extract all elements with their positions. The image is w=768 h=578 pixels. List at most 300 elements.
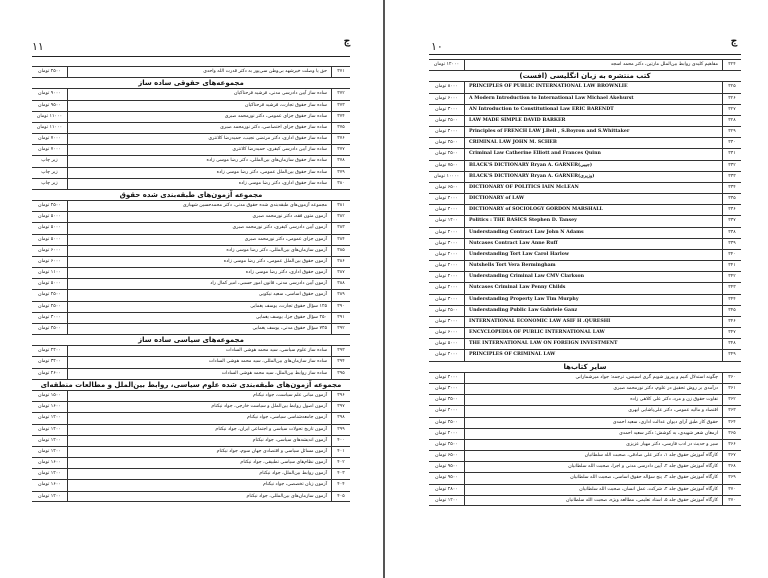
table-row: [32, 278, 350, 289]
title-cell: ساده ساز حقوق جزای اختصاصی، دکتر نورمحمد صبری: [220, 124, 327, 130]
row-number-cell: ۳۳۵: [722, 194, 741, 204]
title-cell: درآمدی بر روش تحقیق در علوم، دکتر نورمحمد صبری: [613, 385, 718, 391]
table-row: [429, 349, 741, 360]
title-cell: BLACK'S DICTIONARY Bryan A. GARNER(جیبی): [469, 162, 593, 168]
table-row: [429, 316, 741, 327]
publisher-logo-icon: ج: [343, 36, 351, 47]
table-row: [32, 323, 350, 334]
row-number-cell: ۳۷۵: [331, 123, 350, 133]
price-cell: ۴۵۰۰ تومان: [429, 440, 465, 450]
row-number-cell: ۳۲۷: [722, 105, 741, 115]
price-cell: ۸۰۰۰ تومان: [429, 82, 465, 92]
title-cell: AN Introduction to Constitutional Law ERIC BARENDT: [469, 106, 614, 112]
title-cell: آزمون زبان تخصصی، جواد نیکنام: [263, 482, 327, 488]
price-cell: ۳۵۰۰ تومان: [429, 395, 465, 405]
section-header: [429, 70, 741, 81]
right-page: [385, 0, 768, 578]
row-number-cell: ۳۷۰: [722, 496, 741, 505]
table-row: [32, 144, 350, 155]
table-row: [429, 450, 741, 461]
title-cell: مفاهیم کلیدی روابط بین‌الملل مارتین، دکتر محمد اسجد: [610, 62, 718, 67]
price-cell: ۱۶۰۰ تومان: [32, 458, 68, 468]
price-cell: ۳۰۰۰ تومان: [429, 295, 465, 305]
title-cell: مجموعه آزمون‌های طبقه‌بندی شده حقوق مدنی، دکتر محمدحسین شهبازی: [182, 203, 327, 209]
title-cell: LAW MADE SIMPLE DAVID BARKER: [469, 117, 566, 123]
row-number-cell: ۳۴۰: [722, 250, 741, 260]
table-row: [32, 446, 350, 457]
title-cell: CRIMINAL LAW JOHN M. SCHEB: [469, 140, 557, 146]
title-cell: ساده ساز روابط بین‌الملل، سید محمد هوشی السادات: [221, 370, 327, 376]
row-number-cell: ۳۶۷: [722, 451, 741, 461]
price-cell: ۲۴۰۰ تومان: [32, 346, 68, 356]
price-cell: ۳۴۰۰ تومان: [32, 357, 68, 367]
row-number-cell: ۳۹۱: [331, 313, 350, 323]
title-cell: Understanding Contract Law John N Adams: [469, 229, 584, 235]
title-cell: کارگاه آموزش حقوق جلد ۵، استاد تعلیمی، مطالعه ویژه، صحبت الله سلطانیان: [565, 497, 718, 503]
price-cell: ۷۰۰۰ تومان: [32, 134, 68, 144]
title-cell: ساده ساز حقوق اداری، دکتر مرتضی نجیب، حمیدرضا کلانتری: [208, 136, 327, 142]
title-cell: حق یا وصلت خیرشهد بی‌وطن سی‌پور به دکتر قدرت الله واحدی: [203, 69, 327, 74]
title-cell: Nutcases Contract Law Anne Ruff: [469, 240, 558, 246]
price-list-table: [429, 59, 741, 506]
table-row: [429, 294, 741, 305]
row-number-cell: ۳۳۱: [722, 149, 741, 159]
title-cell: چگونه استدلال کنیم و پیروز شویم گری اسپنس، ترجمه: جواد میرشمارانی: [575, 374, 718, 380]
row-number-cell: ۳۷۷: [331, 145, 350, 155]
price-cell: ۳۰۰۰ تومان: [429, 105, 465, 115]
table-row: [429, 372, 741, 383]
row-number-cell: ۳۴۷: [722, 328, 741, 338]
price-cell: زیر چاپ: [32, 168, 68, 178]
title-cell: ENCYCLOPEDIA OF PUBLIC INTERNATIONAL LAW: [469, 330, 605, 336]
table-row: [32, 457, 350, 468]
row-number-cell: ۳۹۸: [331, 413, 350, 423]
row-number-cell: ۳۹۵: [331, 369, 350, 379]
title-cell: DICTIONARY OF POLITICS IAIN McLEAN: [469, 184, 579, 190]
row-number-cell: ۳۴۶: [722, 317, 741, 327]
row-number-cell: ۴۰۵: [331, 492, 350, 501]
price-cell: ۱۰۰۰۰ تومان: [429, 172, 465, 182]
row-number-cell: ۳۸۳: [331, 223, 350, 233]
price-cell: ۴۵۰۰ تومان: [32, 324, 68, 334]
title-cell: Nutcases Criminal Law Penny Childs: [469, 285, 566, 291]
price-cell: ۱۶۰۰ تومان: [32, 480, 68, 490]
price-cell: ۱۴۰۰ تومان: [32, 425, 68, 435]
table-row: [429, 171, 741, 182]
table-row: [429, 383, 741, 394]
left-page: [0, 0, 383, 578]
table-row: [429, 249, 741, 260]
title-cell: آزمون آیین دادرسی کیفری، دکتر نورمحمد صبری: [232, 225, 327, 231]
price-cell: ۲۰۰۰ تومان: [429, 283, 465, 293]
table-row: [32, 401, 350, 412]
price-cell: زیر چاپ: [32, 179, 68, 189]
price-cell: ۶۰۰۰ تومان: [32, 257, 68, 267]
table-row: [32, 424, 350, 435]
title-cell: ساده ساز حقوق اداری، دکتر رضا موسی زاده: [238, 180, 327, 186]
section-title: کتب منتشره به زبان انگلیسی (افست): [519, 72, 651, 81]
price-cell: ۵۰۰۰ تومان: [32, 212, 68, 222]
table-row: [429, 126, 741, 137]
row-number-cell: ۳۸۲: [331, 212, 350, 222]
title-cell: آزمون مبانی علم سیاست، جواد نیکنام: [253, 392, 327, 398]
title-cell: ساده ساز حقوق سازمان‌های بین‌المللی، دکتر رضا موسی زاده: [206, 158, 327, 164]
price-cell: ۴۵۰۰ تومان: [429, 116, 465, 126]
price-cell: ۱۲۰۰۰ تومان: [429, 60, 465, 70]
table-row: [429, 305, 741, 316]
row-number-cell: ۴۰۲: [331, 458, 350, 468]
price-cell: ۲۵۰۰ تومان: [32, 290, 68, 300]
title-cell: آزمون آیین دادرسی مدنی، قانون امور حسبی، امیر کمال راد: [210, 281, 327, 287]
row-number-cell: ۳۸۷: [331, 268, 350, 278]
price-cell: ۹۵۰۰ تومان: [429, 462, 465, 472]
price-cell: ۲۰۰۰ تومان: [429, 228, 465, 238]
table-row: [429, 227, 741, 238]
title-cell: DICTIONARY of LAW: [469, 196, 525, 202]
section-header: [32, 334, 350, 345]
table-row: [429, 215, 741, 226]
table-row: [32, 256, 350, 267]
table-row: [429, 484, 741, 495]
price-cell: ۳۰۰۰ تومان: [429, 239, 465, 249]
title-cell: آزمون مسائل سیاسی و اقتصادی جهان سوم، جواد نیکنام: [216, 448, 327, 454]
row-number-cell: ۳۶۹: [722, 473, 741, 483]
row-number-cell: ۳۸۸: [331, 279, 350, 289]
table-row: [429, 148, 741, 159]
table-row: [429, 182, 741, 193]
row-number-cell: ۳۹۰: [331, 302, 350, 312]
title-cell: A Modern Introduction to International Law Michael Akehurst: [469, 95, 634, 101]
row-number-cell: ۳۶۰: [722, 373, 741, 383]
title-cell: آزمون جامعه‌شناسی سیاسی، جواد نیکنام: [247, 415, 327, 421]
row-number-cell: ۳۹۷: [331, 402, 350, 412]
row-number-cell: ۳۲۵: [722, 82, 741, 92]
row-number-cell: ۳۶۳: [722, 406, 741, 416]
header-rule: [429, 54, 741, 55]
price-cell: ۱۲۰۰ تومان: [32, 492, 68, 501]
price-cell: ۶۰۰۰ تومان: [32, 246, 68, 256]
table-row: [429, 260, 741, 271]
price-cell: ۲۸۰۰ تومان: [429, 485, 465, 495]
table-row: [32, 122, 350, 133]
table-row: [429, 461, 741, 472]
row-number-cell: ۳۳۹: [722, 239, 741, 249]
title-cell: آزمون متون فقه، دکتر نورمحمد صبری: [252, 214, 327, 220]
row-number-cell: ۳۸۴: [331, 235, 350, 245]
title-cell: Nutshells Tort Vera Bermingham: [469, 263, 556, 269]
title-cell: کارگاه آموزش حقوق جلد ۲، آیین دادرسی مدنی و اجرا، صحبت الله سلطانیان: [568, 464, 718, 470]
table-row: [429, 394, 741, 405]
row-number-cell: ۳۶۶: [722, 440, 741, 450]
row-number-cell: ۳۴۵: [722, 306, 741, 316]
table-row: [429, 417, 741, 428]
title-cell: Understanding Property Law Tim Murphy: [469, 296, 579, 302]
price-list-table: [32, 66, 350, 502]
title-cell: Understanding Public Law Gabriele Ganz: [469, 307, 578, 313]
row-number-cell: ۳۷۴: [331, 112, 350, 122]
row-number-cell: ۳۳۴: [722, 183, 741, 193]
title-cell: آزمون تاریخ تحولات سیاسی و اجتماعی ایران، جواد نیکنام: [215, 426, 327, 432]
title-cell: ۲۵۰ سؤال حقوق جزا، یوسف یغمایی: [255, 314, 327, 320]
table-row: [429, 405, 741, 416]
price-cell: ۱۱۰۰۰ تومان: [32, 112, 68, 122]
table-row: [32, 412, 350, 423]
table-row: [429, 59, 741, 70]
row-number-cell: ۳۴۳: [722, 283, 741, 293]
title-cell: BLACK'S DICTIONARY Bryan A. GARNER(وزیری): [469, 173, 595, 179]
price-cell: ۱۲۰۰ تومان: [32, 413, 68, 423]
price-cell: زیر چاپ: [32, 156, 68, 166]
title-cell: تفاوت حقوق زن و مرد، دکتر علی کلاهی زاده: [630, 397, 718, 403]
table-row: [32, 222, 350, 233]
header-rule: [32, 56, 350, 57]
row-number-cell: ۳۳۲: [722, 161, 741, 171]
price-cell: ۱۲۰۰ تومان: [429, 496, 465, 505]
price-cell: ۱۲۰۰ تومان: [32, 447, 68, 457]
title-cell: کارگاه آموزش حقوق جلد ۳، پنج سؤاله حقوق اساسی، صحبت الله سلطانیان: [570, 475, 718, 481]
title-cell: PRINCIPLES OF PUBLIC INTERNATIONAL LAW BROWNLIE: [469, 84, 628, 90]
table-row: [32, 491, 350, 502]
price-cell: ۲۰۰۰ تومان: [429, 272, 465, 282]
title-cell: سیر و حدیث در ادب فارسی، دکتر مهیار عزیزی: [626, 441, 718, 447]
price-cell: ۲۵۰۰ تومان: [32, 67, 68, 77]
price-cell: ۴۰۰۰ تومان: [429, 194, 465, 204]
row-number-cell: ۳۲۸: [722, 116, 741, 126]
price-cell: ۵۰۰۰ تومان: [32, 223, 68, 233]
section-title: سایر کتاب‌ها: [563, 362, 607, 371]
price-cell: ۶۰۰۰ تومان: [429, 94, 465, 104]
title-cell: ۷۴۵ سؤال حقوق مدنی، یوسف یغمایی: [252, 325, 327, 331]
title-cell: آزمون حقوق بین‌الملل عمومی، دکتر رضا موسی زاده: [223, 258, 327, 264]
price-cell: ۵۰۰۰ تومان: [32, 279, 68, 289]
price-cell: ۴۰۰۰ تومان: [429, 406, 465, 416]
table-row: [429, 115, 741, 126]
table-row: [429, 472, 741, 483]
page-number: ۱۱: [32, 40, 44, 53]
table-row: [429, 204, 741, 215]
row-number-cell: ۳۷۸: [331, 156, 350, 166]
section-header: [32, 189, 350, 200]
row-number-cell: ۴۰۳: [331, 469, 350, 479]
table-row: [429, 495, 741, 506]
table-row: [429, 428, 741, 439]
table-row: [32, 468, 350, 479]
title-cell: THE INTERNATIONAL LAW ON FOREIGN INVESTMENT: [469, 341, 618, 347]
title-cell: Politics : THE BASICS Stephen D. Tansey: [469, 218, 577, 224]
table-row: [32, 200, 350, 211]
price-cell: ۵۰۰۰ تومان: [429, 339, 465, 349]
table-row: [429, 160, 741, 171]
table-row: [32, 178, 350, 189]
table-row: [429, 327, 741, 338]
table-row: [32, 301, 350, 312]
table-row: [32, 211, 350, 222]
section-title: مجموعه آزمون‌های طبقه‌بندی شده حقوق: [119, 190, 263, 199]
price-cell: ۱۱۰۰ تومان: [32, 268, 68, 278]
title-cell: آزمون روابط بین‌الملل، جواد نیکنام: [259, 471, 327, 477]
price-cell: ۹۵۰۰ تومان: [32, 101, 68, 111]
price-cell: ۳۰۰۰ تومان: [429, 317, 465, 327]
title-cell: DICTIONARY of SOCIOLOGY GORDON MARSHALL: [469, 207, 603, 213]
section-header: [429, 361, 741, 372]
price-cell: ۱۱۰۰۰ تومان: [32, 123, 68, 133]
table-row: [429, 193, 741, 204]
table-row: [429, 93, 741, 104]
table-row: [32, 245, 350, 256]
price-cell: ۶۵۰۰ تومان: [429, 451, 465, 461]
title-cell: کارگاه آموزش حقوق جلد ۱، دکتر علی صادقی، صحبت الله سلطانیان: [584, 453, 718, 459]
price-cell: ۴۰۰۰ تومان: [429, 350, 465, 360]
title-cell: آزمون سازمان‌های بین‌المللی، دکتر رضا موسی زاده: [226, 247, 327, 253]
title-cell: Understanding Criminal Law CMV Clarkson: [469, 274, 585, 280]
row-number-cell: ۳۶۵: [722, 429, 741, 439]
price-cell: ۲۵۰۰ تومان: [32, 302, 68, 312]
title-cell: ساده ساز علوم سیاسی، سید محمد هوشی السادات: [225, 348, 327, 354]
table-row: [32, 312, 350, 323]
price-cell: ۹۵۰۰ تومان: [429, 473, 465, 483]
row-number-cell: ۳۴۱: [722, 261, 741, 271]
table-row: [32, 390, 350, 401]
price-cell: ۴۰۰۰ تومان: [429, 373, 465, 383]
title-cell: آزمون اصول روابط بین‌الملل و سیاست خارجی، جواد نیکنام: [211, 404, 327, 410]
section-header: [32, 77, 350, 88]
price-cell: ۹۰۰۰ تومان: [32, 89, 68, 99]
title-cell: آزمون نظام‌های سیاسی تطبیقی، جواد نیکنام: [240, 460, 327, 466]
row-number-cell: ۳۴۴: [722, 295, 741, 305]
price-cell: ۱۶۰۰ تومان: [32, 402, 68, 412]
title-cell: Criminal Law Catherine Elliott and Frances Quinn: [469, 151, 601, 157]
title-cell: کارگاه آموزش حقوق جلد ۴، شرکت، عمل انسان، صحبت الله سلطانیان: [579, 486, 718, 492]
title-cell: حقوق کار طبق آرای دیوان عدالت اداری، سعید احمدی: [612, 419, 718, 425]
table-row: [32, 234, 350, 245]
price-cell: ۴۵۰۰ تومان: [429, 418, 465, 428]
price-cell: ۵۰۰۰ تومان: [32, 235, 68, 245]
table-row: [32, 155, 350, 166]
row-number-cell: ۳۶۴: [722, 418, 741, 428]
price-cell: ۲۰۰۰ تومان: [429, 250, 465, 260]
row-number-cell: ۳۴۲: [722, 272, 741, 282]
price-cell: ۲۵۰۰ تومان: [429, 306, 465, 316]
table-row: [32, 479, 350, 490]
section-title: مجموعه‌های حقوقی ساده ساز: [138, 79, 244, 88]
row-number-cell: ۴۰۰: [331, 436, 350, 446]
row-number-cell: ۳۲۹: [722, 127, 741, 137]
table-row: [32, 345, 350, 356]
title-cell: ۱۲۵ سؤال حقوق تجارت، یوسف یغمایی: [250, 303, 327, 309]
row-number-cell: ۳۸۶: [331, 257, 350, 267]
row-number-cell: ۳۸۰: [331, 179, 350, 189]
publisher-logo-icon: ج: [730, 36, 738, 47]
price-cell: ۱۲۰۰ تومان: [32, 436, 68, 446]
table-row: [429, 282, 741, 293]
table-row: [429, 81, 741, 92]
row-number-cell: ۳۶۸: [722, 462, 741, 472]
table-row: [32, 368, 350, 379]
table-row: [32, 435, 350, 446]
title-cell: INTERNATIONAL ECONOMIC LAW ASIF H .QURESHI: [469, 318, 611, 324]
row-number-cell: ۳۷۹: [331, 168, 350, 178]
row-number-cell: ۳۷۳: [331, 101, 350, 111]
table-row: [32, 267, 350, 278]
title-cell: آزمون اندیشه‌های سیاسی، جواد نیکنام: [252, 437, 327, 443]
price-cell: ۴۵۰۰ تومان: [429, 138, 465, 148]
row-number-cell: ۳۳۶: [722, 205, 741, 215]
row-number-cell: ۳۳۸: [722, 228, 741, 238]
title-cell: PRINCIPLES OF CRIMINAL LAW: [469, 352, 556, 358]
row-number-cell: ۳۷۰: [722, 485, 741, 495]
row-number-cell: ۳۹۴: [331, 357, 350, 367]
row-number-cell: ۳۳۳: [722, 172, 741, 182]
table-row: [429, 137, 741, 148]
table-row: [429, 271, 741, 282]
row-number-cell: ۳۷۲: [331, 89, 350, 99]
table-row: [32, 356, 350, 367]
title-cell: آزمون حقوق اساسی، سعید نیکویی: [258, 292, 327, 298]
title-cell: آزمون سازمان‌های بین‌المللی، جواد نیکنام: [246, 493, 327, 499]
price-cell: ۴۰۰۰ تومان: [429, 205, 465, 215]
section-header: [32, 379, 350, 390]
title-cell: آزمون حقوق اداری، دکتر رضا موسی زاده: [245, 270, 327, 276]
row-number-cell: ۳۶۱: [722, 384, 741, 394]
price-cell: ۶۰۰۰ تومان: [429, 328, 465, 338]
table-row: [32, 66, 350, 77]
row-number-cell: ۴۰۱: [331, 447, 350, 457]
row-number-cell: ۳۲۴: [722, 60, 741, 70]
title-cell: اقتصاد و مالیه عمومی، دکتر علی‌پاشایی ابهری: [628, 408, 718, 414]
price-cell: ۷۰۰۰ تومان: [32, 145, 68, 155]
row-number-cell: ۳۶۲: [722, 395, 741, 405]
price-cell: ۲۰۰۰ تومان: [429, 429, 465, 439]
row-number-cell: ۳۹۹: [331, 425, 350, 435]
row-number-cell: ۳۴۹: [722, 350, 741, 360]
table-row: [32, 289, 350, 300]
row-number-cell: ۳۷۶: [331, 134, 350, 144]
row-number-cell: ۳۹۳: [331, 346, 350, 356]
price-cell: ۳۰۰۰ تومان: [429, 384, 465, 394]
row-number-cell: ۳۳۷: [722, 216, 741, 226]
title-cell: Understanding Tort Law Carol Harlow: [469, 251, 569, 257]
price-cell: ۱۴۰۰ تومان: [429, 216, 465, 226]
row-number-cell: ۳۴۸: [722, 339, 741, 349]
price-cell: ۳۰۰۰ تومان: [32, 313, 68, 323]
table-row: [32, 111, 350, 122]
table-row: [32, 88, 350, 99]
table-row: [429, 439, 741, 450]
row-number-cell: ۴۰۴: [331, 480, 350, 490]
price-cell: ۲۰۰۰ تومان: [429, 261, 465, 271]
price-cell: ۷۵۰۰ تومان: [429, 161, 465, 171]
section-title: مجموعه آزمون‌های طبقه‌بندی شده علوم سیاسی، روابط بین‌الملل و مطالعات منطقه‌ای: [40, 380, 342, 389]
title-cell: ساده ساز آیین دادرسی کیفری، حمیدرضا کلانتری: [232, 147, 327, 153]
price-cell: ۱۲۰۰ تومان: [32, 469, 68, 479]
row-number-cell: ۳۸۱: [331, 201, 350, 211]
row-number-cell: ۳۳۰: [722, 138, 741, 148]
price-cell: ۶۵۰۰ تومان: [429, 183, 465, 193]
price-cell: ۲۶۰۰ تومان: [32, 369, 68, 379]
price-cell: ۲۵۰۰ تومان: [429, 149, 465, 159]
table-row: [32, 100, 350, 111]
title-cell: ساده ساز سازمان‌های بین‌المللی، سید محمد هوشی السادات: [208, 359, 327, 365]
section-title: مجموعه‌های سیاسی ساده ساز: [138, 336, 244, 345]
row-number-cell: ۳۸۵: [331, 246, 350, 256]
row-number-cell: ۳۷۱: [331, 67, 350, 77]
price-cell: ۲۵۰۰ تومان: [32, 201, 68, 211]
title-cell: ساده ساز حقوق بین‌الملل عمومی، دکتر رضا موسی زاده: [216, 169, 327, 175]
title-cell: ساده ساز آیین دادرسی مدنی، فرشید فرحناکیان: [233, 91, 327, 97]
row-number-cell: ۳۸۹: [331, 290, 350, 300]
price-cell: ۱۵۰۰ تومان: [32, 391, 68, 401]
table-row: [429, 238, 741, 249]
